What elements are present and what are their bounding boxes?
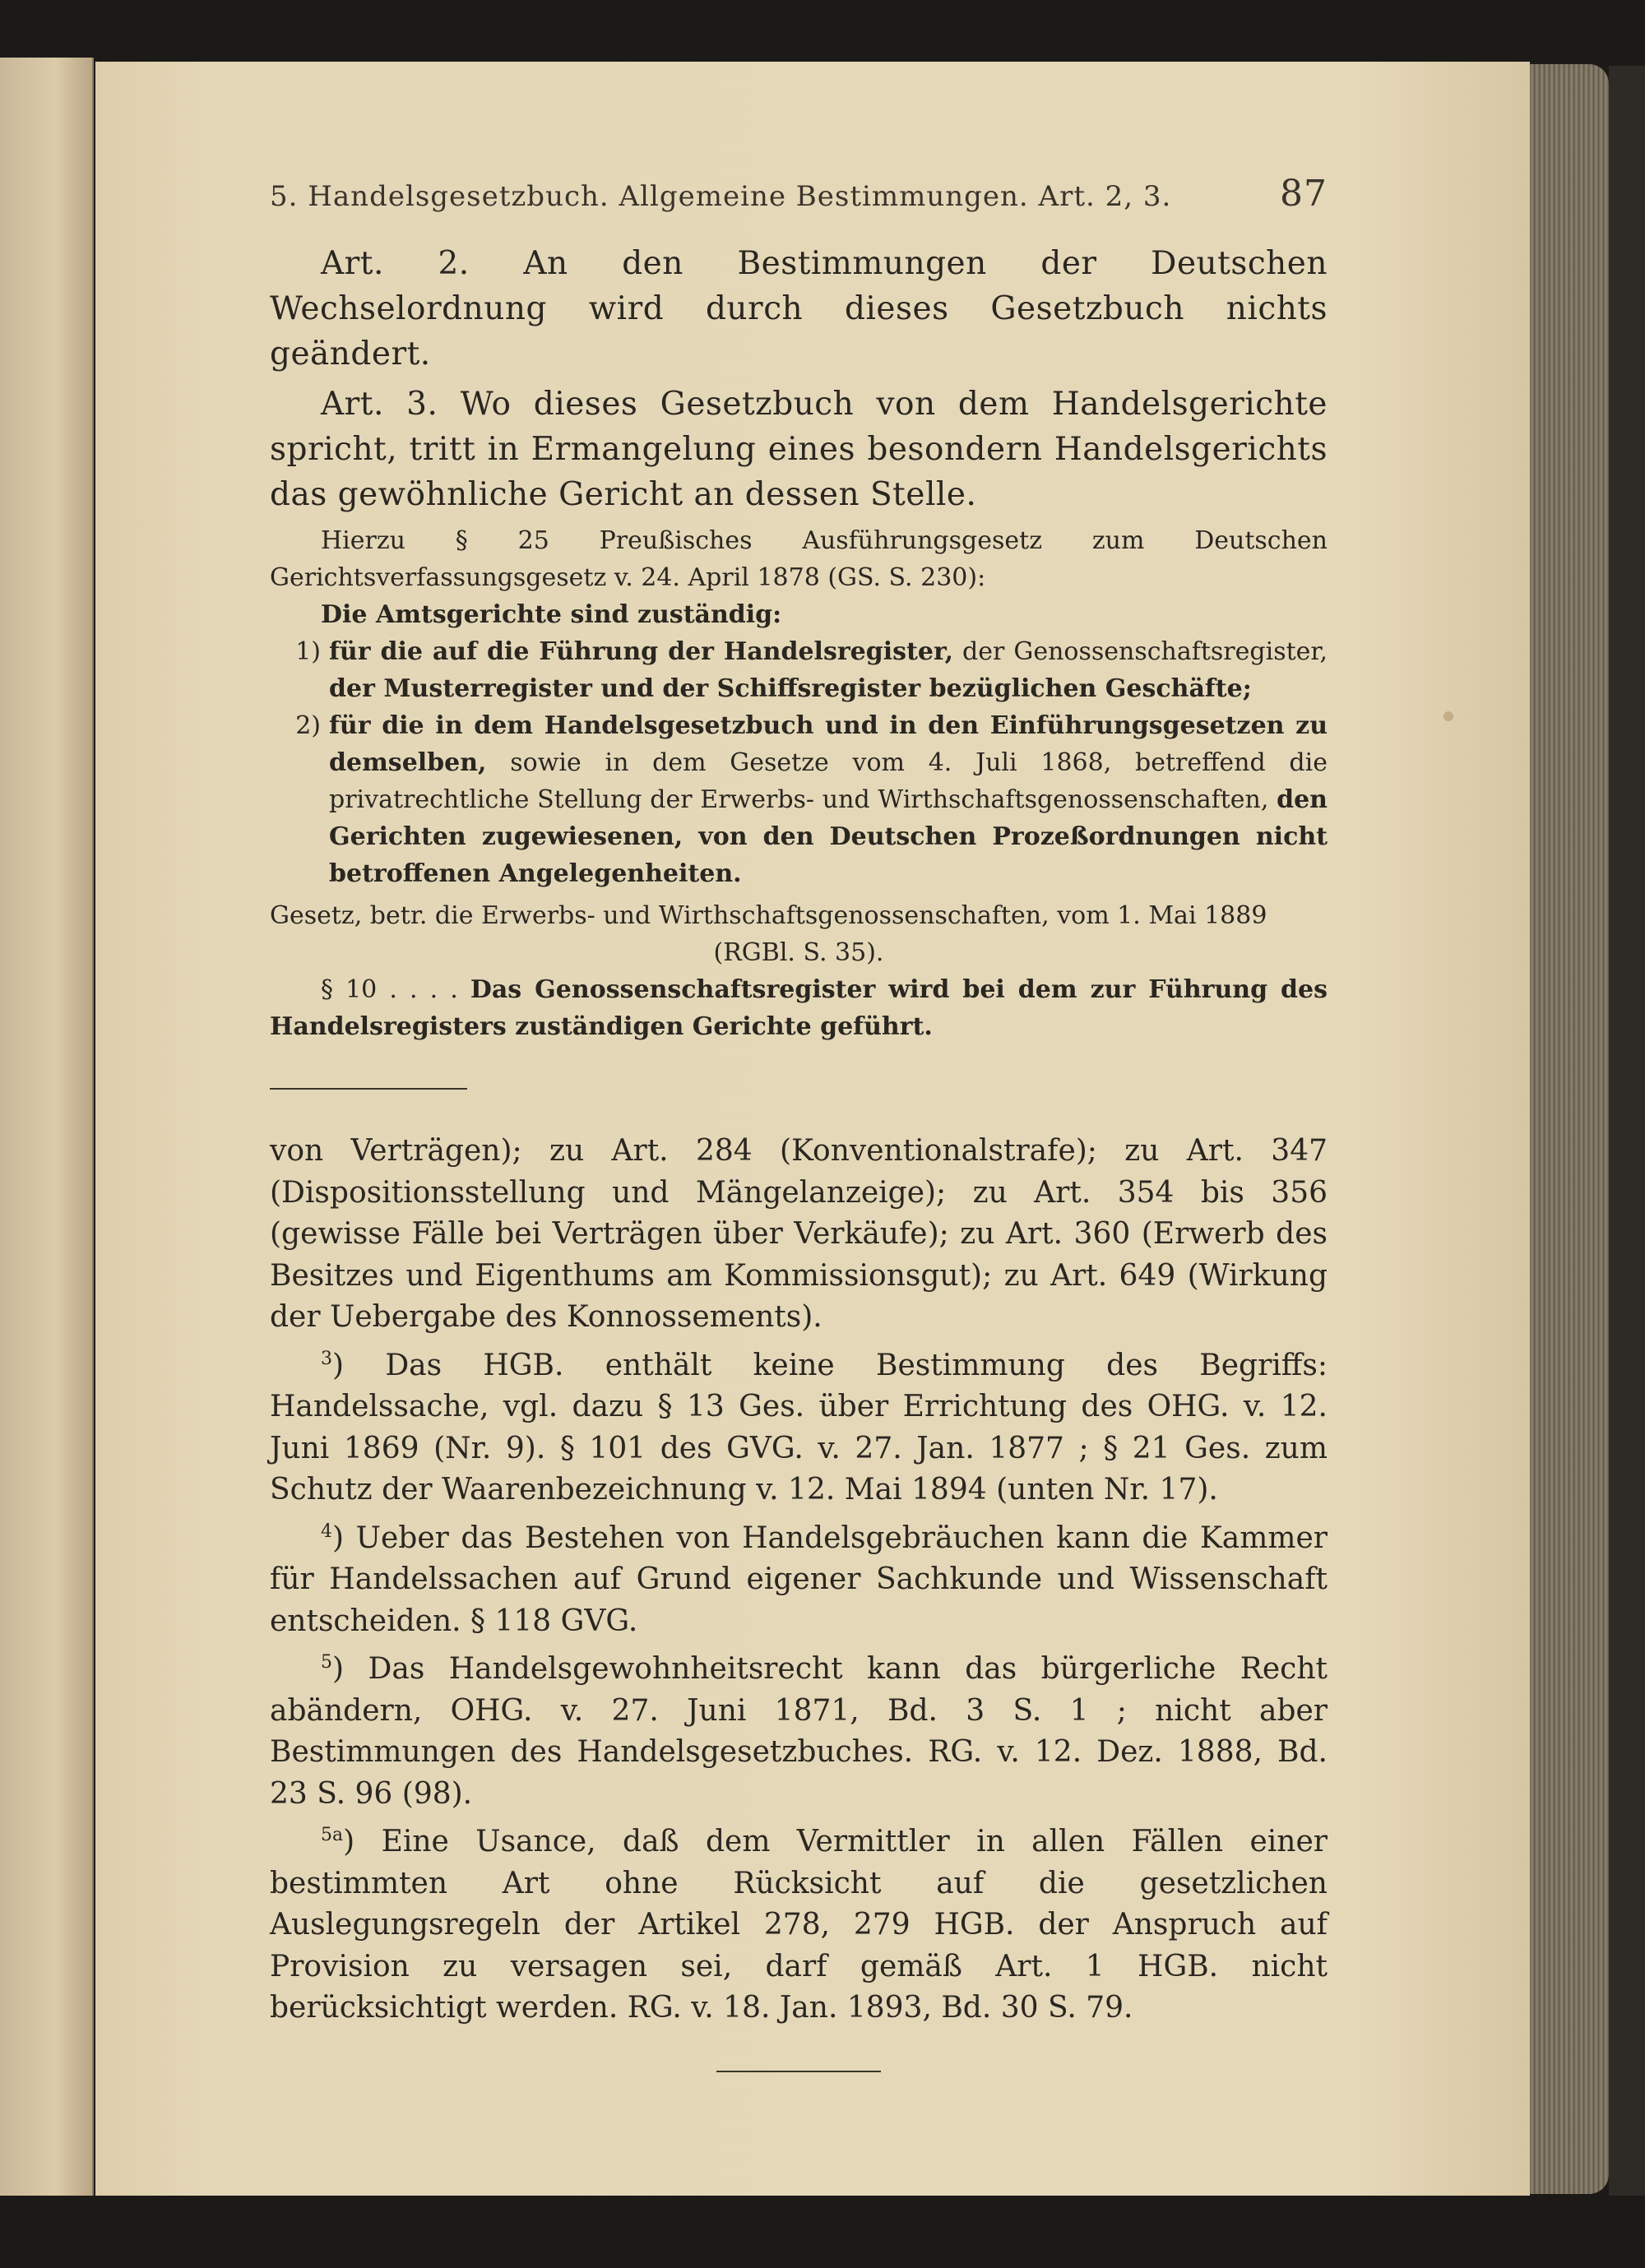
item2-plain-a: sowie in dem Gesetze vom 4. Juli 1868, betreffend die privatrechtliche Stellung der Erwerbs- und Wirthschaftsgenossenschaften,	[329, 748, 1328, 814]
item2-bold-b: den Gerichten zugewiesenen, von den Deutschen Prozeßordnungen nicht betroffenen Angelegenheiten.	[329, 785, 1328, 888]
hierzu-note: Hierzu § 25 Preußisches Ausführungsgesetz zum Deutschen Gerichtsverfassungsgesetz v. 24. April 1878 (GS. S. 230):	[270, 526, 1328, 592]
paper-stain	[1443, 711, 1453, 721]
page-stack-edge	[1530, 64, 1609, 2194]
item1-bold-a: für die auf die Führung der Handelsregister,	[329, 637, 954, 666]
footnote-5a	[270, 1821, 1328, 2030]
footnote-5-text: ) Das Handelsgewohnheitsrecht kann das bürgerliche Recht abändern, OHG. v. 27. Juni 1871, Bd. 3 S. 1 ; nicht aber Bestimmungen des Handelsgesetzbuches. RG. v. 12. Dez. 1888, Bd. 23 S. 96 (98).	[270, 1652, 1328, 1811]
item1-bold-b: der Musterregister und der Schiffsregister bezüglichen Geschäfte;	[329, 674, 1252, 703]
article-2: Art. 2. An den Bestimmungen der Deutschen Wechselordnung wird durch dieses Gesetzbuch nichts geändert.	[270, 245, 1328, 373]
footnote-5a-mark: 5a	[321, 1825, 344, 1845]
footnote-continuation: von Verträgen); zu Art. 284 (Konventionalstrafe); zu Art. 347 (Dispositionsstellung und Mängelanzeige); zu Art. 354 bis 356 (gewisse Fälle bei Verträgen über Verkäufe); zu Art. 360 (Erwerb des Besitzes und Eigenthums am Kommissionsgut); zu Art. 649 (Wirkung der Uebergabe des Konnossements).	[270, 1134, 1328, 1334]
list-number: 1)	[295, 637, 321, 666]
paragraph-10-text: Das Genossenschaftsregister wird bei dem zur Führung des Handelsregisters zuständigen Gerichte geführt.	[270, 975, 1328, 1041]
item2-bold-a: für die in dem Handelsgesetzbuch und in den Einführungsgesetzen zu demselben,	[329, 711, 1328, 777]
article-3: Art. 3. Wo dieses Gesetzbuch von dem Handelsgerichte spricht, tritt in Ermangelung eines besondern Handelsgerichts das gewöhnliche Gericht an dessen Stelle.	[270, 386, 1328, 513]
footnote-3	[270, 1345, 1328, 1511]
list-body	[329, 707, 1328, 892]
list-body	[329, 633, 1328, 707]
list-number: 2)	[295, 711, 321, 740]
footnote-5-mark: 5	[321, 1652, 332, 1673]
paragraph-10-label: § 10 . . . .	[321, 975, 458, 1004]
end-rule	[716, 2071, 881, 2072]
footnote-4-mark: 4	[321, 1520, 332, 1542]
footnote-4-text: ) Ueber das Bestehen von Handelsgebräuchen kann die Kammer für Handelssachen auf Grund eigener Sachkunde und Wissenschaft entscheiden. § 118 GVG.	[270, 1520, 1328, 1638]
list-item-2	[270, 707, 1328, 892]
footnote-5a-text: ) Eine Usance, daß dem Vermittler in allen Fällen einer bestimmten Art ohne Rücksicht auf die gesetzlichen Auslegungsregeln der Artikel 278, 279 HGB. der Anspruch auf Provision zu versagen sei, darf gemäß Art. 1 HGB. nicht berücksichtigt werden. RG. v. 18. Jan. 1893, Bd. 30 S. 79.	[270, 1825, 1328, 2025]
footnote-3-text: ) Das HGB. enthält keine Bestimmung des Begriffs: Handelssache, vgl. dazu § 13 Ges. über Errichtung des OHG. v. 12. Juni 1869 (Nr. 9). § 101 des GVG. v. 27. Jan. 1877 ; § 21 Ges. zum Schutz der Waarenbezeichnung v. 12. Mai 1894 (unten Nr. 17).	[270, 1348, 1328, 1507]
footnote-3-mark: 3	[321, 1348, 332, 1369]
footnote-rule	[270, 1088, 467, 1090]
footnote-4	[270, 1518, 1328, 1643]
page-content	[270, 173, 1328, 2072]
page-number: 87	[1280, 173, 1328, 215]
footnotes	[270, 1131, 1328, 2030]
running-head	[270, 173, 1328, 215]
item1-plain-a: der Genossenschaftsregister,	[962, 637, 1328, 666]
paragraph-10	[270, 971, 1328, 1045]
footnote-5	[270, 1649, 1328, 1815]
list-item-1	[270, 633, 1328, 707]
gesetz-line: Gesetz, betr. die Erwerbs- und Wirthschaftsgenossenschaften, vom 1. Mai 1889	[270, 901, 1267, 930]
left-page-edge	[0, 58, 94, 2196]
amtsgerichte-heading: Die Amtsgerichte sind zuständig:	[321, 600, 782, 629]
book-binding	[1609, 66, 1645, 2196]
gesetz-reference: (RGBl. S. 35).	[713, 938, 884, 967]
running-head-title: 5. Handelsgesetzbuch. Allgemeine Bestimmungen. Art. 2, 3.	[270, 180, 1172, 213]
